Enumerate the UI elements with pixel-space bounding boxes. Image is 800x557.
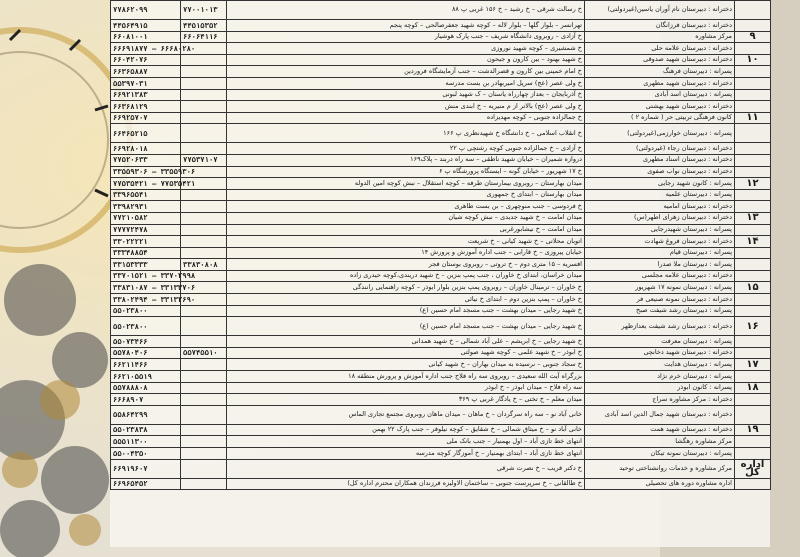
address-cell: خ رسالت شرقی – خ رشید – خ ۱۵۶ غربی پ ۸۸ xyxy=(227,1,585,20)
table-row xyxy=(111,178,771,190)
address-cell: خ سجاد جنوبی – نرسیده به میدان بهاران – خ شهید کیانی xyxy=(227,359,585,371)
school-name-cell: پسرانه : دبیرستان خوارزمی(غیردولتی) xyxy=(585,124,735,143)
table-row xyxy=(111,212,771,224)
address-cell: خ ۱۷ شهریور – خیابان گونه – ایستگاه پرورشگاه پ ۶ xyxy=(227,166,585,178)
school-name-cell: دخترانه : دبیرستان امامیه xyxy=(585,201,735,213)
address-cell: خ شهید رجایی – میدان بهشت – جنب مسجد امام حسین (ع) xyxy=(227,317,585,336)
phone-cell: ۳۳۸۰۲۴۹۴ – ۳۳۱۳۲۶۹۰ xyxy=(111,294,181,306)
phone-cell-2 xyxy=(181,382,227,394)
address-cell: میدان امامت – خ شهید جدیدی – نبش کوچه شیان xyxy=(227,212,585,224)
table-row xyxy=(111,166,771,178)
address-cell: میدان خراسان، ابتدای خ خاوران ، جنب پمپ بنزین – خ شهید دریندی،کوچه حیدری زاده xyxy=(227,270,585,282)
school-name-cell: دخترانه : دبیرستان اسناد مطهری xyxy=(585,154,735,166)
phone-cell-2 xyxy=(181,247,227,259)
address-cell: خ آذربایجان – بعداز چهارراه یاسنان – ک شهید لبونی xyxy=(227,89,585,101)
phone-cell-2 xyxy=(181,424,227,436)
phone-cell-2 xyxy=(181,112,227,124)
school-name-cell: مرکز مشاوره رهگشا xyxy=(585,436,735,448)
phone-cell: ۷۷۷۷۲۴۷۸ xyxy=(111,224,181,236)
table-row xyxy=(111,1,771,20)
district-cell xyxy=(735,371,771,383)
district-cell xyxy=(735,347,771,359)
address-cell: انتهای خط تازی آباد – ابتدای بهمنیار – خ آموزگار کوچه مدرسه xyxy=(227,448,585,460)
phone-cell: ۷۷۸۶۲۰۹۹ xyxy=(111,1,181,20)
address-cell: میدان بهارستان – ابتدای خ جمهوری xyxy=(227,189,585,201)
phone-cell-2 xyxy=(181,77,227,89)
phone-cell-2 xyxy=(181,359,227,371)
table-row xyxy=(111,236,771,248)
table-row xyxy=(111,143,771,155)
school-name-cell: دخترانه : دبیرستان شهید صدوقی xyxy=(585,54,735,66)
district-cell: ۱۶ xyxy=(735,317,771,336)
address-cell: خیابان پیروزی – خ قارابی – جنب اداره آموزش و پرورش ۱۴ xyxy=(227,247,585,259)
school-name-cell: پسرانه : دبیرستان هدایت xyxy=(585,359,735,371)
phone-cell-2 xyxy=(181,478,227,490)
district-cell: ۱۴ xyxy=(735,236,771,248)
phone-cell: ۳۳۰۲۲۲۲۱ xyxy=(111,236,181,248)
table-row xyxy=(111,54,771,66)
phone-cell-2 xyxy=(181,405,227,424)
table-row xyxy=(111,405,771,424)
district-cell xyxy=(735,224,771,236)
district-cell xyxy=(735,66,771,78)
table-row xyxy=(111,436,771,448)
school-name-cell: دخترانه : دبیرستان علامه حلی xyxy=(585,43,735,55)
district-cell xyxy=(735,259,771,271)
phone-cell: ۳۳۹۸۲۹۳۱ xyxy=(111,201,181,213)
school-name-cell: دخترانه : دبیرستان رشد شیفت بعدازظهر xyxy=(585,317,735,336)
address-cell: خ فردوسی – جنب منوچهری – بن بست طاهری xyxy=(227,201,585,213)
school-name-cell: دخترانه : دبیرستان فرزانگان xyxy=(585,20,735,32)
address-cell: خ خاوران – ترمینال خاوران – روبروی پمپ بنزین بلوار ابوذر – کوچه راهنمایی رانندگی xyxy=(227,282,585,294)
table-row xyxy=(111,154,771,166)
school-name-cell: پسرانه : دبیرستان معرفت xyxy=(585,336,735,348)
address-cell: میدان امامت – خ نیشابورغربی xyxy=(227,224,585,236)
phone-cell: ۶۶۹۲۵۷۰۷ xyxy=(111,112,181,124)
school-name-cell: پسرانه : دبیرستان قیام xyxy=(585,247,735,259)
district-cell: ۱۰ xyxy=(735,54,771,66)
phone-cell: ۶۶۹۲۱۳۸۳ xyxy=(111,89,181,101)
school-name-cell: پسرانه : کانون ابوذر xyxy=(585,382,735,394)
phone-cell: ۶۶۹۱۹۶۰۷ xyxy=(111,459,181,478)
address-cell: خ امام خمینی بین کارون و قصرالدشت – جنب آزمایشگاه فروردین xyxy=(227,66,585,78)
table-row xyxy=(111,259,771,271)
district-cell xyxy=(735,294,771,306)
district-cell: ۱۸ xyxy=(735,382,771,394)
address-cell: خ طالقانی – خ سرپرست جنوبی – ساختمان الاولیزه فرزندان همکاران محترم اداره کل) xyxy=(227,478,585,490)
address-cell: خانی آباد نو – خ میثاق شمالی – خ شقایق – کوچه نیلوفر – جنب پارک ۲۲ بهمن xyxy=(227,424,585,436)
district-cell xyxy=(735,189,771,201)
phone-cell: ۶۶۹۲۸۰۱۸ xyxy=(111,143,181,155)
school-name-cell: دخترانه : دبیرستان شهید مطهری xyxy=(585,77,735,89)
table-row xyxy=(111,247,771,259)
phone-cell-2: ۴۴۵۱۵۳۵۲ xyxy=(181,20,227,32)
table-row xyxy=(111,359,771,371)
address-cell: خ شهید رجایی – خ ابریشم – علی آباد شمالی – خ شهید همدانی xyxy=(227,336,585,348)
school-name-cell: پسرانه : کانون شهید رجایی xyxy=(585,178,735,190)
school-name-cell: دخترانه : دبیرستان نمونه صنیعی فر xyxy=(585,294,735,306)
school-name-cell: پسرانه : دبیرستان رشد شیفت صبح xyxy=(585,305,735,317)
phone-cell: ۶۶۴۶۵۲۱۵ xyxy=(111,124,181,143)
phone-cell: ۶۶۶۸۹۰۷ xyxy=(111,394,181,406)
phone-cell: ۵۵۳۹۷۰۳۱ xyxy=(111,77,181,89)
phone-cell: ۳۳۷۰۱۵۲۱ – ۳۳۷۰۲۹۹۸ xyxy=(111,270,181,282)
phone-cell-2: ۶۶۰۶۴۱۱۶ xyxy=(181,31,227,43)
phone-cell-2 xyxy=(181,305,227,317)
school-name-cell: پسرانه : دبیرستان خرم نژاد xyxy=(585,371,735,383)
school-name-cell: دخترانه : دبیرستان شهید دخانچی xyxy=(585,347,735,359)
phone-cell-2 xyxy=(181,124,227,143)
address-cell: خ شهید رجایی – میدان بهشت – جنب مسجد امام حسین (ع) xyxy=(227,305,585,317)
district-cell xyxy=(735,89,771,101)
district-cell: ۱۷ xyxy=(735,359,771,371)
school-name-cell: دخترانه : دبیرستان شهید جمال الدین اسد آبادی xyxy=(585,405,735,424)
table-row xyxy=(111,371,771,383)
phone-cell: ۴۴۵۶۴۹۱۵ xyxy=(111,20,181,32)
phone-cell-2 xyxy=(181,371,227,383)
school-name-cell: پسرانه : دبیرستان فرهنگ xyxy=(585,66,735,78)
table-row xyxy=(111,282,771,294)
table-row xyxy=(111,270,771,282)
district-cell xyxy=(735,405,771,424)
district-cell xyxy=(735,336,771,348)
school-name-cell: دخترانه : دبیرستان فروغ شهادت xyxy=(585,236,735,248)
phone-cell-2: ۷۷۵۳۷۱۰۷ xyxy=(181,154,227,166)
phone-cell: ۷۷۵۳۵۴۲۱ – ۷۷۵۳۵۴۲۱ xyxy=(111,178,181,190)
address-cell: خ انقلاب اسلامی – خ دانشگاه خ شهیدنظری پ ۱۶۶ xyxy=(227,124,585,143)
phone-cell-2 xyxy=(181,66,227,78)
school-name-cell: دخترانه : دبیرستان شهید همت xyxy=(585,424,735,436)
address-cell: خ آزادی – خ جمالزاده جنوبی کوچه رشتچی پ ۲۲ xyxy=(227,143,585,155)
address-cell: خ شهید بهنود – بین کارون و جیحون xyxy=(227,54,585,66)
address-cell: انتهای خط تازی آباد – اول بهمنیار – جنب بانک ملی xyxy=(227,436,585,448)
table-row xyxy=(111,43,771,55)
address-cell: خ ولی عصر (عج) سرپل امیربهادر بن بست مدرسه xyxy=(227,77,585,89)
table-row xyxy=(111,424,771,436)
phone-cell: ۶۶۲۱۰۵۵۱۹ xyxy=(111,371,181,383)
district-cell: ۱۱ xyxy=(735,112,771,124)
school-name-cell: مرکز مشاوره و خدمات روانشناختی توحید xyxy=(585,459,735,478)
phone-cell-2 xyxy=(181,143,227,155)
address-cell: تهرانسر – بلوار گلها – بلوار لاله – کوچه شهید جعفرصالحی – کوچه پنجم xyxy=(227,20,585,32)
school-name-cell: دخترانه : دبیرستان نواب صفوی xyxy=(585,166,735,178)
district-cell xyxy=(735,394,771,406)
phone-cell-2 xyxy=(181,448,227,460)
district-cell: ۱۳ xyxy=(735,212,771,224)
phone-cell: ۶۶۳۶۵۸۸۷ xyxy=(111,66,181,78)
table-row xyxy=(111,20,771,32)
phone-cell: ۳۳۹۶۵۵۴۱ xyxy=(111,189,181,201)
school-name-cell: پسرانه : دبیرستان اسد آبادی xyxy=(585,89,735,101)
district-cell xyxy=(735,305,771,317)
phone-cell: ۷۷۲۱۰۵۸۲ xyxy=(111,212,181,224)
phone-cell: ۵۵۰۰۴۳۵۰ xyxy=(111,448,181,460)
school-name-cell: دخترانه : دبیرستان زهرای اطهر(س) xyxy=(585,212,735,224)
address-cell: افسریه – ۱۵ متری دوم – خ تروتی – روبروی بوستان فجر xyxy=(227,259,585,271)
district-cell xyxy=(735,166,771,178)
table-row xyxy=(111,66,771,78)
school-name-cell: دخترانه : دبیرستان نام آوران یاسین(غیردولتی) xyxy=(585,1,735,20)
school-name-cell: دخترانه : دبیرستان شهید بهشتی xyxy=(585,101,735,113)
address-cell: بزرگراه آیت الله سعیدی – روبروی سه راه فلاح جنب اداره آموزش و پرورش منطقه ۱۸ xyxy=(227,371,585,383)
district-cell xyxy=(735,101,771,113)
phone-cell-2 xyxy=(181,89,227,101)
district-cell xyxy=(735,201,771,213)
phone-cell-2 xyxy=(181,236,227,248)
address-cell: اتوبان محلاتی – خ شهید کیانی – خ شریعت xyxy=(227,236,585,248)
table-row xyxy=(111,224,771,236)
table-row xyxy=(111,189,771,201)
phone-cell-2 xyxy=(181,101,227,113)
phone-cell: ۳۳۳۴۸۸۵۴ xyxy=(111,247,181,259)
phone-cell: ۳۳۱۵۳۳۳۳ xyxy=(111,259,181,271)
district-cell: ۱۲ xyxy=(735,178,771,190)
phone-cell-2 xyxy=(181,54,227,66)
district-cell xyxy=(735,154,771,166)
school-name-cell: دخترانه : دبیرستان علامه مجلسی xyxy=(585,270,735,282)
address-cell: خ جمالزاده جنوبی – کوچه مهدیزاده xyxy=(227,112,585,124)
phone-cell: ۵۵۰۲۳۸۳۸ xyxy=(111,424,181,436)
address-cell: خ خاوران – پمپ بنزین دوم – ابتدای خ نیائی xyxy=(227,294,585,306)
phone-cell: ۶۶۶۹۱۸۷۷ – ۶۶۶۸۰۲۸۰ xyxy=(111,43,181,55)
phone-cell: ۳۳۸۳۱۰۸۷ – ۳۳۱۳۳۷۰۶ xyxy=(111,282,181,294)
school-name-cell: دخترانه : دبیرستان رجاء (غیردولتی) xyxy=(585,143,735,155)
district-cell xyxy=(735,143,771,155)
school-name-cell: مرکز مشاوره xyxy=(585,31,735,43)
school-name-cell: پسرانه : دبیرستان نمونه ۱۷ شهریور xyxy=(585,282,735,294)
table-row xyxy=(111,101,771,113)
phone-cell-2 xyxy=(181,436,227,448)
phone-cell-2 xyxy=(181,394,227,406)
district-cell: ۹ xyxy=(735,31,771,43)
schools-table xyxy=(110,0,771,490)
school-name-cell: اداره مشاوره دوره های تحصیلی xyxy=(585,478,735,490)
table-row xyxy=(111,77,771,89)
district-cell xyxy=(735,20,771,32)
phone-cell: ۶۶۰۴۲۰۷۶ xyxy=(111,54,181,66)
district-cell xyxy=(735,1,771,20)
phone-cell-2: ۵۵۷۴۵۵۱۰ xyxy=(181,347,227,359)
phone-cell: ۵۵۰۲۳۸۰۰ xyxy=(111,317,181,336)
district-cell xyxy=(735,478,771,490)
table-row xyxy=(111,347,771,359)
phone-cell-2 xyxy=(181,459,227,478)
phone-cell-2 xyxy=(181,224,227,236)
phone-cell: ۵۵۸۶۴۲۹۹ xyxy=(111,405,181,424)
phone-cell-2 xyxy=(181,317,227,336)
phone-cell: ۶۶۰۸۱۰۰۱ xyxy=(111,31,181,43)
address-cell: خ شمشیری – کوچه شهید نوروزی xyxy=(227,43,585,55)
phone-cell: ۷۷۵۲۰۶۳۳ xyxy=(111,154,181,166)
table-row xyxy=(111,478,771,490)
phone-cell-2: ۳۳۸۳۰۸۰۸ xyxy=(181,259,227,271)
address-cell: سه راه فلاح – میدان ابوذر – خ ابوذر xyxy=(227,382,585,394)
table-row xyxy=(111,336,771,348)
school-name-cell: پسرانه : دبیرستان نمونه تیکان xyxy=(585,448,735,460)
phone-cell: ۳۳۵۵۹۳۰۶ – ۳۳۵۵۹۳۰۶ xyxy=(111,166,181,178)
phone-cell: ۶۶۳۶۸۱۲۹ xyxy=(111,101,181,113)
address-cell: میدان معلم – خ تختی – خ یادگار غربی پ ۳۶۹ xyxy=(227,394,585,406)
district-cell xyxy=(735,270,771,282)
district-cell xyxy=(735,77,771,89)
address-cell: میدان بهارستان – روبروی بیمارستان طرفه – کوچه استقلال – نبش کوچه امین الدوله xyxy=(227,178,585,190)
school-name-cell: کانون فرهنگی تربیتی حر ( شماره ۲ ) xyxy=(585,112,735,124)
phone-cell-2 xyxy=(181,189,227,201)
phone-cell-2: ۷۷۰۰۱۰۱۳ xyxy=(181,1,227,20)
district-cell: ۱۵ xyxy=(735,282,771,294)
phone-cell-2 xyxy=(181,336,227,348)
school-name-cell: دخترانه : مرکز مشاوره سراج xyxy=(585,394,735,406)
table-row xyxy=(111,31,771,43)
table-row xyxy=(111,112,771,124)
address-cell: خ دکتر قریب – خ نصرت شرقی xyxy=(227,459,585,478)
school-name-cell: پسرانه : دبیرستان علمیه xyxy=(585,189,735,201)
address-cell: خ ولی عصر (عج) بالاتر از م منیریه – خ ابندی منش xyxy=(227,101,585,113)
phone-cell: ۵۵۵۱۱۳۰۰ xyxy=(111,436,181,448)
district-cell xyxy=(735,247,771,259)
table-row xyxy=(111,294,771,306)
address-cell: خانی آباد نو – سه راه سرگردان – خ ماهان – میدان ماهان روبروی مجتمع تجاری الماس xyxy=(227,405,585,424)
address-cell: دروازه شمیران – خیابان شهید ناطقی – سه راه دربند – پلاک۱۶۹ xyxy=(227,154,585,166)
phone-cell: ۵۵۰۲۳۸۰۰ xyxy=(111,305,181,317)
table-row xyxy=(111,201,771,213)
phone-cell: ۶۶۲۱۱۴۶۶ xyxy=(111,359,181,371)
school-name-cell: پسرانه : دبیرستان شهیدرجایی xyxy=(585,224,735,236)
table-row xyxy=(111,448,771,460)
table-row xyxy=(111,317,771,336)
phone-cell: ۶۶۹۶۵۴۵۲ xyxy=(111,478,181,490)
table-row xyxy=(111,124,771,143)
district-cell: اداره کل xyxy=(735,459,771,478)
phone-cell-2 xyxy=(181,201,227,213)
table-row xyxy=(111,305,771,317)
table-row xyxy=(111,394,771,406)
schools-table-sheet xyxy=(110,0,770,547)
district-cell xyxy=(735,43,771,55)
phone-cell-2 xyxy=(181,212,227,224)
school-name-cell: پسرانه : دبیرستان ملا صدرا xyxy=(585,259,735,271)
district-cell xyxy=(735,124,771,143)
table-row xyxy=(111,89,771,101)
phone-cell: ۵۵۷۸۸۸۰۸ xyxy=(111,382,181,394)
table-row xyxy=(111,382,771,394)
district-cell: ۱۹ xyxy=(735,424,771,436)
table-row xyxy=(111,459,771,478)
phone-cell: ۵۵۰۷۳۴۶۶ xyxy=(111,336,181,348)
address-cell: خ آزادی – روبروی دانشگاه شریف – جنب پارک هوشیار xyxy=(227,31,585,43)
district-cell xyxy=(735,436,771,448)
district-cell xyxy=(735,448,771,460)
address-cell: خ ابوذر – خ شهید علمی – کوچه شهید صولتی xyxy=(227,347,585,359)
phone-cell: ۵۵۷۸۰۴۰۶ xyxy=(111,347,181,359)
